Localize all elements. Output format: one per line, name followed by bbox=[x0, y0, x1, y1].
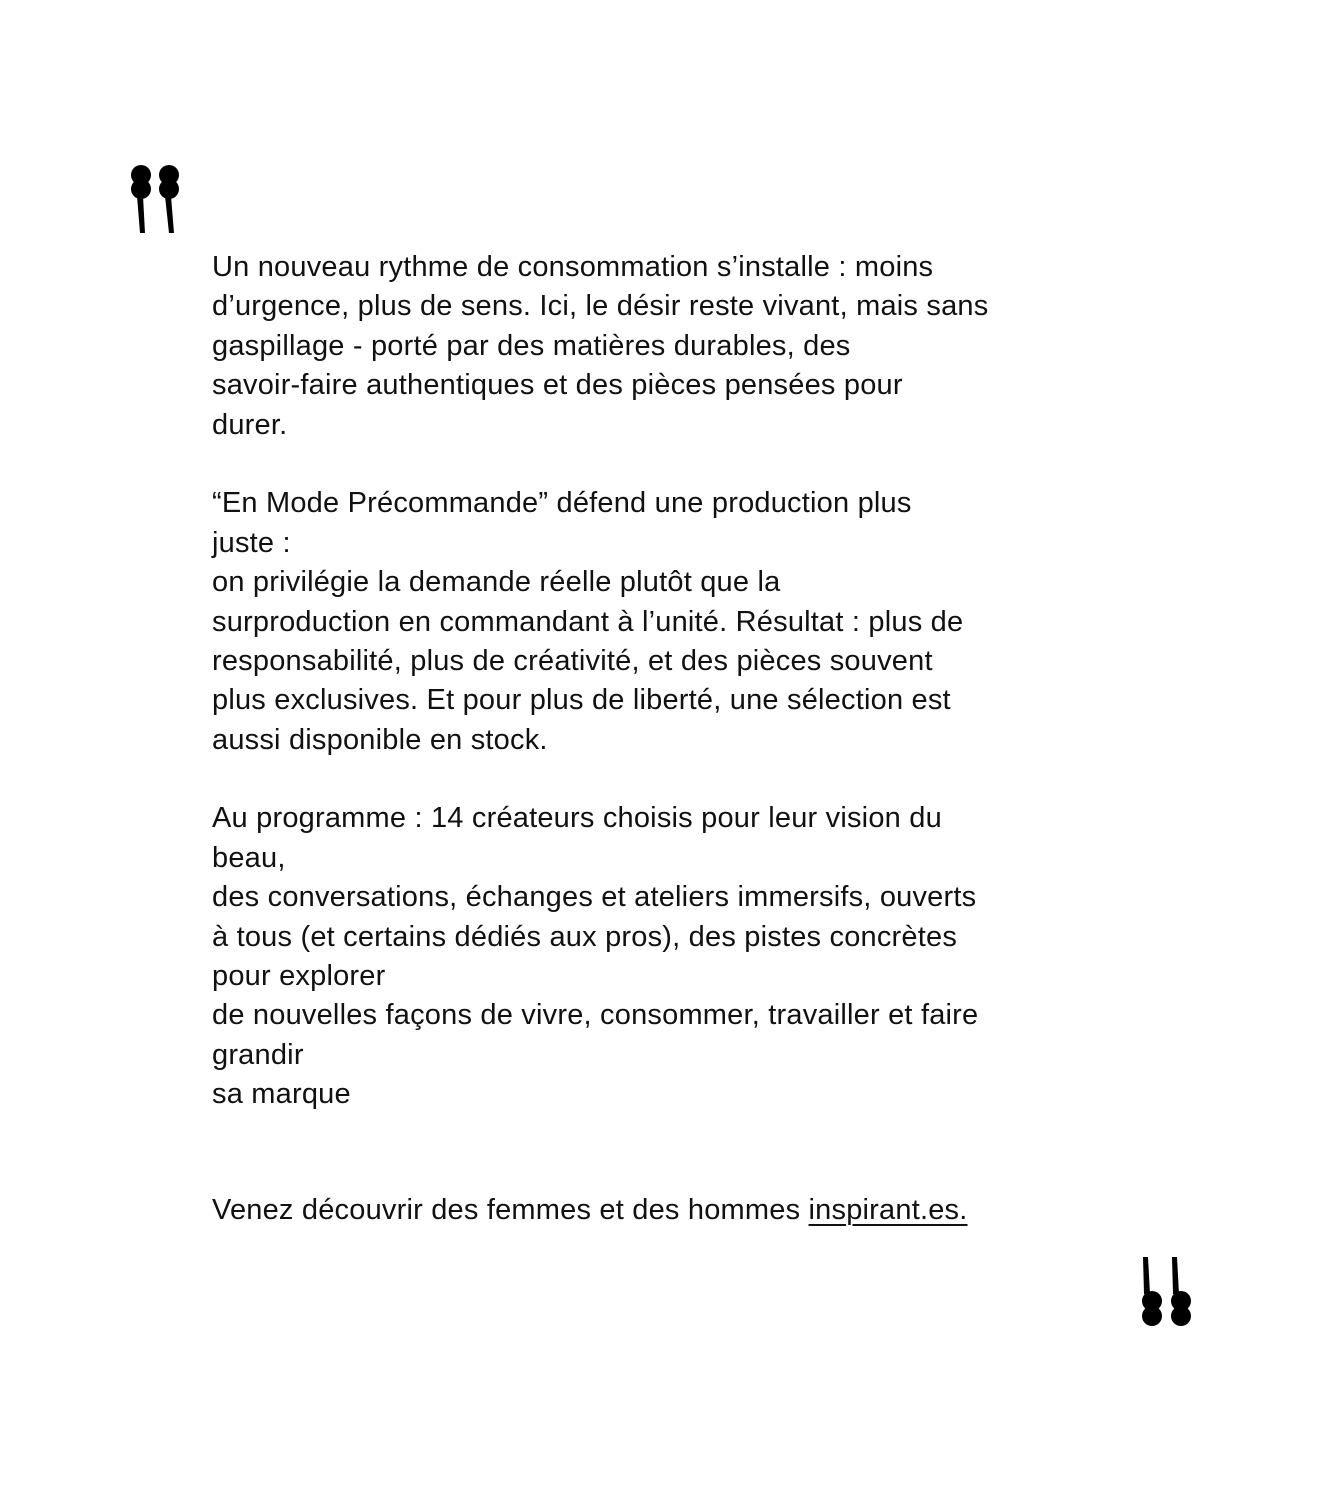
text-line: Un nouveau rythme de consommation s’installe : moins bbox=[212, 251, 934, 283]
text-line: des conversations, échanges et ateliers immersifs, ouverts bbox=[212, 881, 977, 914]
text-line: savoir-faire authentiques et des pièces pensées pour bbox=[212, 369, 903, 402]
paragraph-spacer bbox=[212, 445, 1192, 484]
closing-line bbox=[212, 1191, 1192, 1230]
text-line: juste : bbox=[212, 526, 291, 559]
text-line: beau, bbox=[212, 841, 286, 874]
text-line: de nouvelles façons de vivre, consommer, travailler et faire bbox=[212, 999, 979, 1032]
text-line: grandir bbox=[212, 1038, 304, 1071]
text-line: pour explorer bbox=[212, 960, 386, 993]
quote-body bbox=[212, 248, 1192, 1231]
text-line: durer. bbox=[212, 408, 288, 441]
text-line: responsabilité, plus de créativité, et des pièces souvent bbox=[212, 644, 933, 677]
text-line: sa marque bbox=[212, 1078, 351, 1111]
inspirant-link[interactable]: inspirant.es. bbox=[808, 1194, 968, 1227]
text-line: “En Mode Précommande” défend une production plus bbox=[212, 487, 912, 520]
paragraph-spacer bbox=[212, 1154, 1192, 1193]
closing-quote-icon bbox=[1140, 1256, 1200, 1328]
paragraph-3 bbox=[212, 799, 1192, 1114]
closing-text: Venez découvrir des femmes et des hommes bbox=[212, 1194, 809, 1227]
paragraph-1 bbox=[212, 248, 1192, 445]
text-line: aussi disponible en stock. bbox=[212, 723, 548, 756]
opening-quote-icon bbox=[125, 162, 185, 234]
paragraph-spacer bbox=[212, 760, 1192, 799]
text-line: surproduction en commandant à l’unité. Résultat : plus de bbox=[212, 605, 964, 638]
text-line: gaspillage - porté par des matières durables, des bbox=[212, 329, 851, 362]
text-line: plus exclusives. Et pour plus de liberté, une sélection est bbox=[212, 684, 951, 717]
text-line: d’urgence, plus de sens. Ici, le désir reste vivant, mais sans bbox=[212, 290, 989, 323]
paragraph-2 bbox=[212, 484, 1192, 760]
text-line: Au programme : 14 créateurs choisis pour leur vision du bbox=[212, 802, 942, 835]
paragraph-spacer bbox=[212, 1115, 1192, 1154]
text-line: à tous (et certains dédiés aux pros), des pistes concrètes bbox=[212, 920, 958, 953]
text-line: on privilégie la demande réelle plutôt que la bbox=[212, 566, 781, 599]
